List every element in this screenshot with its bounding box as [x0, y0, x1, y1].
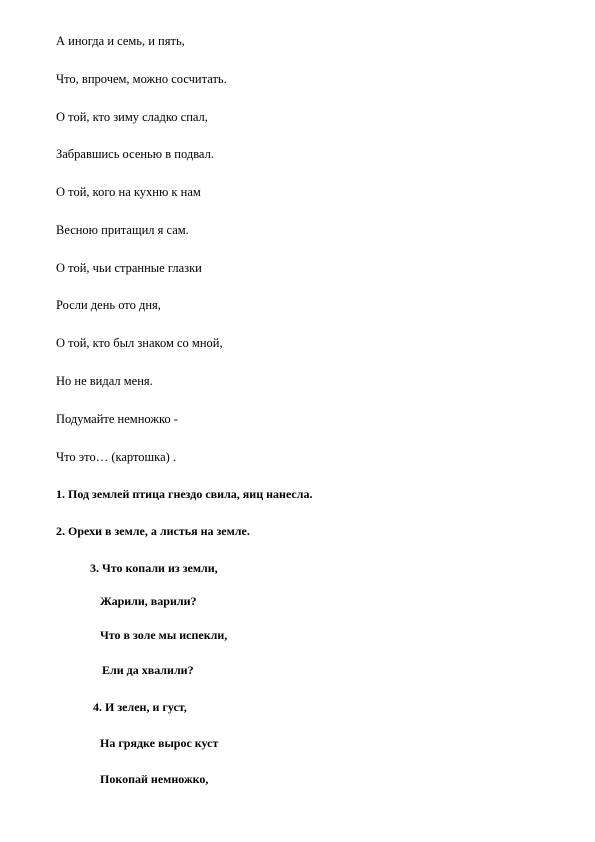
poem-line-10: Но не видал меня.: [56, 374, 153, 388]
poem-line-2: Что, впрочем, можно сосчитать.: [56, 72, 227, 86]
poem-line-8: Росли день ото дня,: [56, 298, 161, 312]
poem-line-11: Подумайте немножко -: [56, 412, 178, 426]
poem-line-7: О той, чьи странные глазки: [56, 261, 202, 275]
riddle-3-line-1: 3. Что копали из земли,: [90, 561, 218, 575]
poem-line-4: Забравшись осенью в подвал.: [56, 147, 214, 161]
riddle-3-line-3: Что в золе мы испекли,: [100, 628, 228, 642]
riddle-4-line-1: 4. И зелен, и густ,: [93, 700, 187, 714]
riddle-4-line-3: Покопай немножко,: [100, 772, 209, 786]
poem-line-1: А иногда и семь, и пять,: [56, 34, 185, 48]
poem-line-12: Что это… (картошка) .: [56, 450, 177, 464]
poem-line-5: О той, кого на кухню к нам: [56, 185, 201, 199]
poem-line-6: Весною притащил я сам.: [56, 223, 189, 237]
riddle-2: 2. Орехи в земле, а листья на земле.: [56, 524, 250, 538]
poem-line-9: О той, кто был знаком со мной,: [56, 336, 223, 350]
riddle-1: 1. Под землей птица гнездо свила, яиц нанесла.: [56, 487, 313, 501]
riddle-3-line-2: Жарили, варили?: [100, 594, 197, 608]
riddle-3-line-4: Ели да хвалили?: [102, 663, 194, 677]
poem-line-3: О той, кто зиму сладко спал,: [56, 110, 208, 124]
riddle-4-line-2: На грядке вырос куст: [100, 736, 219, 750]
